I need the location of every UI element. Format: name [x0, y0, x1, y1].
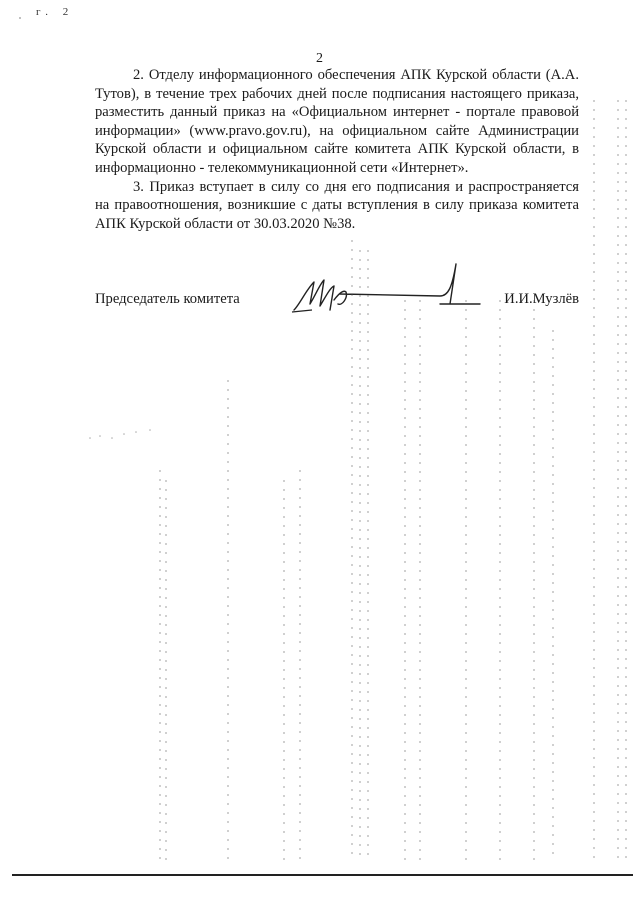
document-body [95, 66, 579, 233]
signatory-name: И.И.Музлёв [504, 291, 579, 307]
handwritten-signature [290, 260, 490, 320]
page-number: 2 [316, 51, 323, 66]
corner-handwritten-mark: г. 2 [36, 6, 75, 18]
paragraph-2: 2. Отделу информационного обеспечения АПК Курской области (А.А. Тутов), в течение трех рабочих дней после подписания настоящего приказа, разместить данный приказ на «Официальном интернет - портале правовой информации» (www.pravo.gov.ru), на официальном сайте Администрации Курской области и официальном сайте комитета АПК Курской области, в информационно - телекоммуникационной сети «Интернет». [95, 67, 579, 176]
paragraph-3: 3. Приказ вступает в силу со дня его подписания и распространяется на правоотношения, возникшие с даты вступления в силу приказа комитета АПК Курской области от 30.03.2020 №38. [95, 178, 579, 232]
scan-bottom-edge [12, 874, 633, 876]
signatory-title: Председатель комитета [95, 291, 240, 307]
signature-block [95, 288, 579, 328]
